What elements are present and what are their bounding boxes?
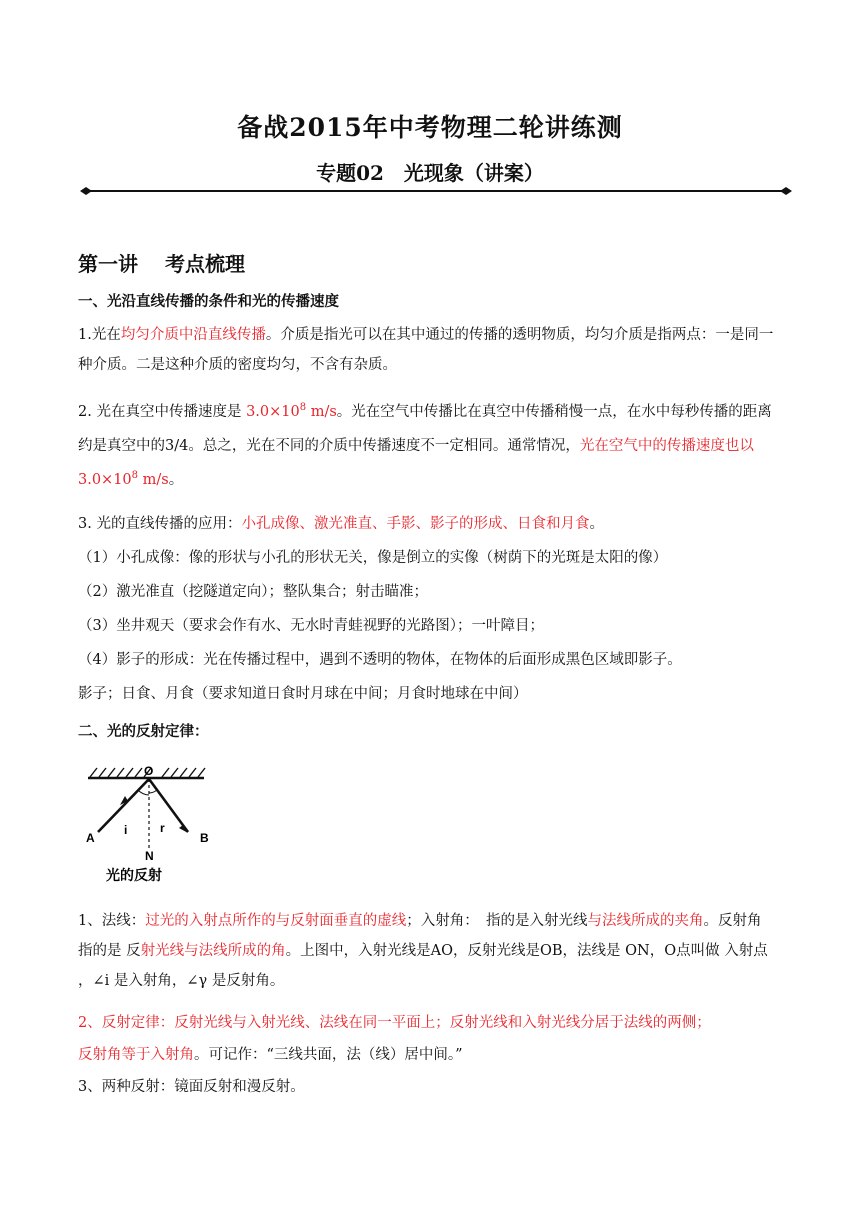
list-item: （3）坐井观天（要求会作有水、无水时青蛙视野的光路图）；一叶障目； — [78, 618, 544, 634]
label-a: A — [86, 831, 95, 845]
label-n: N — [145, 849, 154, 863]
reflection-law-line-1: 2、反射定律：反射光线与入射光线、法线在同一平面上；反射光线和入射光线分居于法线的两侧； — [78, 1015, 711, 1031]
paragraph-2: 2. 光在真空中传播速度是 $3.0\times 10^8$ m/s。光在空气中传播比在真空中传播稍慢一点，在水中每秒传播的距离约是真空中的3/4。总之，光在不同的介质中传播速度不一定相同。通常情况，光在空气中的传播速度也以 $3.0\times 10^8$ m/s。 — [78, 402, 772, 488]
reflected-ray — [149, 779, 188, 832]
list-item: （2）激光准直（挖隧道定向）；整队集合；射击瞄准； — [78, 584, 428, 600]
diagram-caption: 光的反射 — [106, 868, 162, 884]
reflection-law-line-2: 反射角等于入射角。可记作：“三线共面，法（线）居中间。” — [78, 1047, 463, 1063]
document-title: 备战2015年中考物理二轮讲练测 — [237, 113, 623, 142]
title-divider — [80, 186, 792, 196]
list-item: （1）小孔成像：像的形状与小孔的形状无关，像是倒立的实像（树荫下的光斑是太阳的像） — [78, 550, 668, 566]
subsection-heading-2: 二、光的反射定律： — [78, 723, 209, 740]
reflection-angle-arc — [149, 790, 157, 793]
shadow-line: 影子；日食、月食（要求知道日食时月球在中间；月食时地球在中间） — [78, 686, 528, 702]
reflection-paragraph-1: 1、法线：过光的入射点所作的与反射面垂直的虚线；入射角： 指的是入射光线与法线所成的夹角。反射角 指的是 反射光线与法线所成的角。上图中，入射光线是AO，反射光线是OB，法线是 ON，O点叫做 入射点 ，∠i 是入射角，∠γ 是反射角。 — [78, 913, 776, 989]
paragraph-3: 3. 光的直线传播的应用：小孔成像、激光准直、手影、影子的形成、日食和月食。 — [78, 516, 604, 532]
document-subtitle: 专题02 光现象（讲案） — [316, 161, 544, 185]
reflection-paragraph-3: 3、两种反射：镜面反射和漫反射。 — [78, 1079, 305, 1095]
label-o: O — [144, 764, 154, 778]
section-heading: 第一讲 考点梳理 — [78, 252, 245, 276]
label-b: B — [200, 831, 209, 845]
incident-angle-arc — [138, 790, 149, 795]
list-item: （4）影子的形成：光在传播过程中，遇到不透明的物体，在物体的后面形成黑色区域即影子。 — [78, 652, 682, 668]
paragraph-1: 1.光在均匀介质中沿直线传播。介质是指光可以在其中通过的传播的透明物质，均匀介质是指两点：一是同一种介质。二是这种介质的密度均匀，不含有杂质。 — [78, 327, 774, 373]
reflection-diagram — [84, 762, 224, 888]
subsection-heading-1: 一、光沿直线传播的条件和光的传播速度 — [78, 293, 339, 310]
label-i: i — [124, 823, 128, 837]
label-r: r — [160, 821, 165, 835]
